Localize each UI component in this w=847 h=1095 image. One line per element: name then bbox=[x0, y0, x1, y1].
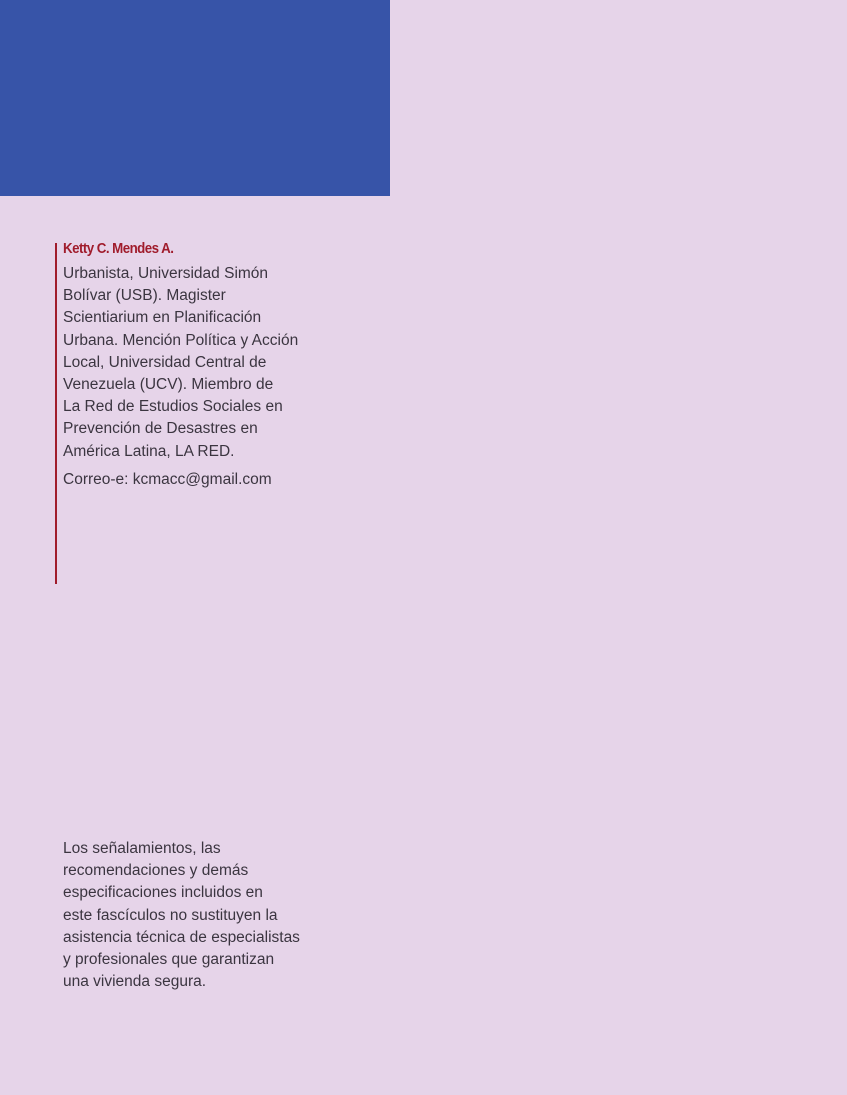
bio-line: Venezuela (UCV). Miembro de bbox=[63, 376, 274, 394]
bio-line: Urbanista, Universidad Simón bbox=[63, 265, 269, 282]
color-block bbox=[0, 0, 390, 196]
disclaimer-line: una vivienda segura. bbox=[63, 973, 207, 991]
disclaimer-text bbox=[63, 838, 333, 993]
disclaimer-line: especificaciones incluidos en bbox=[63, 884, 263, 902]
bio-line: América Latina, LA RED. bbox=[63, 442, 235, 460]
disclaimer-line: recomendaciones y demás bbox=[63, 862, 249, 880]
author-name: Ketty C. Mendes A. bbox=[63, 241, 174, 257]
bio-line: La Red de Estudios Sociales en bbox=[63, 398, 283, 416]
author-bio bbox=[63, 263, 333, 463]
disclaimer-line: y profesionales que garantizan bbox=[63, 951, 275, 969]
bio-line: Scientiarium en Planificación bbox=[63, 309, 262, 327]
bio-line: Urbana. Mención Política y Acción bbox=[63, 331, 299, 349]
bio-accent-rule bbox=[55, 243, 57, 584]
disclaimer-line: Los señalamientos, las bbox=[63, 840, 221, 857]
bio-line: Prevención de Desastres en bbox=[63, 420, 258, 438]
bio-line: Bolívar (USB). Magister bbox=[63, 287, 226, 305]
author-contact-email: Correo-e: kcmacc@gmail.com bbox=[63, 471, 272, 488]
disclaimer-line: asistencia técnica de especialistas bbox=[63, 928, 300, 946]
disclaimer-line: este fascículos no sustituyen la bbox=[63, 906, 278, 924]
bio-line: Local, Universidad Central de bbox=[63, 353, 267, 371]
